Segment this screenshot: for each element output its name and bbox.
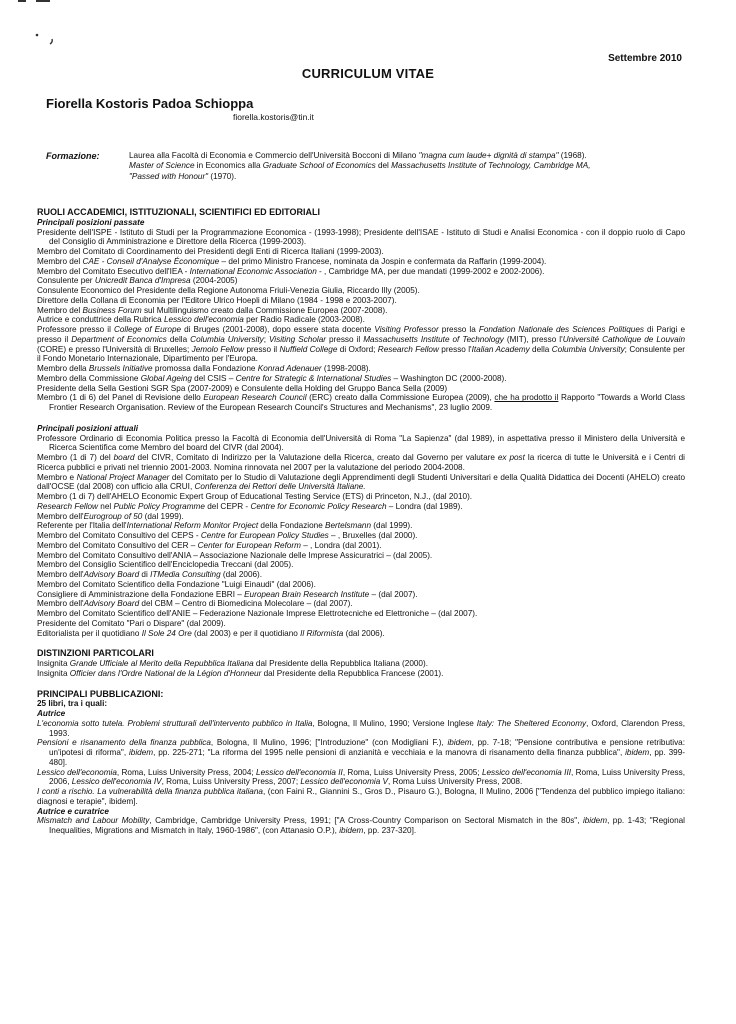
list-item: Consigliere di Amministrazione della Fondazione EBRI – European Brain Research Institute – (dal 2007). xyxy=(37,589,418,599)
person-name: Fiorella Kostoris Padoa Schioppa xyxy=(46,96,254,111)
list-item: Membro del Comitato di Coordinamento dei Presidenti degli Enti di Ricerca Italiani (1999-2003). xyxy=(37,247,384,256)
list-item: Membro (1 di 7) dell'AHELO Economic Expert Group of Educational Testing Service (ETS) di Princeton, N.J., (dal 2010). xyxy=(37,492,473,501)
list-item: Membro del Consiglio Scientifico dell'Enciclopedia Treccani (dal 2005). xyxy=(37,560,294,570)
list-item: Insignita Officier dans l'Ordre National de la Légion d'Honneur dal Presidente della Repubblica Francese (2001). xyxy=(37,668,444,678)
list-item: Membro del CAE - Conseil d'Analyse Économique – del primo Ministro Francese, nominata da Jospin e confermata da Raffarin (1999-2004). xyxy=(37,256,547,266)
subheading-autrice: Autrice xyxy=(37,709,66,718)
list-item: Research Fellow nel Public Policy Programme del CEPR - Centre for Economic Policy Research – Londra (dal 1989). xyxy=(37,501,463,511)
list-item: Membro della Brussels Initiative promossa dalla Fondazione Konrad Adenauer (1998-2008). xyxy=(37,364,371,373)
list-item: Membro (1 di 6) del Panel di Revisione dello European Research Council (ERC) creato dalla Commissione Europea (2009), che ha prodotto il Rapporto "Towards a World Class Frontier Research Organisation. Review of the European Research Council's Structures and Mechanisms", 23 luglio 2009. xyxy=(37,393,685,412)
section-heading-pubblicazioni: PRINCIPALI PUBBLICAZIONI: xyxy=(37,688,164,699)
list-item: Presidente della Sella Gestioni SGR Spa (2007-2009) e Consulente della Holding del Gruppo Banca Sella (2009) xyxy=(37,383,448,393)
cv-body xyxy=(37,208,685,836)
list-item: Membro dell'Advisory Board del CBM – Centro di Biomedicina Molecolare – (dal 2007). xyxy=(37,599,353,609)
formazione-label: Formazione: xyxy=(46,151,100,161)
section-heading-distinzioni: DISTINZIONI PARTICOLARI xyxy=(37,648,154,659)
list-item: Membro del Business Forum sul Multilinguismo creato dalla Commissione Europea (2007-2008). xyxy=(37,305,388,315)
list-item: Membro e National Project Manager del Comitato per lo Studio di Valutazione degli Apprendimenti degli Studenti Universitari e della Qualità Didattica dei Docenti (AHELO) creato dall'OCSE (dal 2008) con ufficio alla CRUI, Conferenza dei Rettori delle Università Italiane. xyxy=(37,472,685,492)
subheading-curatrice: Autrice e curatrice xyxy=(37,806,109,816)
subheading-attuali: Principali posizioni attuali xyxy=(37,423,138,433)
list-item: Professore presso il College of Europe di Bruges (2001-2008), dopo essere stata docente Visiting Professor presso la Fondation Nationale des Sciences Politiques di Parigi e presso il Department of Economics della Columbia University; Visiting Scholar presso il Massachusetts Institute of Technology (MIT), presso l'Université Catholique de Louvain (CORE) e presso l'Università di Bruxelles; Jemolo Fellow presso il Nuffield College di Oxford; Research Fellow presso l'Italian Academy della Columbia University; Consulente per il Fondo Monetario Internazionale, Dipartimento per l'Europa. xyxy=(37,325,686,364)
publications-count: 25 libri, tra i quali: xyxy=(37,699,108,709)
publication-item: L'economia sotto tutela. Problemi strutturali dell'intervento pubblico in Italia, Bologna, Il Mulino, 1990; Versione Inglese Italy: The Sheltered Economy, Oxford, Clarendon Press, 1993. xyxy=(37,718,685,738)
list-item: Editorialista per il quotidiano Il Sole 24 Ore (dal 2003) e per il quotidiano Il Riformista (dal 2006). xyxy=(37,628,385,638)
formazione-text xyxy=(129,151,685,182)
list-item: Membro del Comitato Scientifico della Fondazione "Luigi Einaudi" (dal 2006). xyxy=(37,579,316,589)
list-item: Presidente dell'ISPE - Istituto di Studi per la Programmazione Economica - (1993-1998); Presidente dell'ISAE - Istituto di Studi e Analisi Economica - con il doppio ruolo di Capo del Consiglio di Amministrazione e Direttore della Ricerca (1999-2003). xyxy=(37,227,685,247)
list-item: Membro del Comitato Consultivo del CER – Center for European Reform – , Londra (dal 2001). xyxy=(37,540,382,550)
publication-item: Pensioni e risanamento della finanza pubblica, Bologna, Il Mulino, 1996; ["Introduzione" (con Modigliani F.), ibidem, pp. 7-18; "Pensione contributiva e pensione retributiva: un'ipotesi di riforma", ibidem, pp. 225-271; "La riforma del 1995 nelle pensioni di anzianità e vecchiaia e la manovra di risanamento della finanza pubblica", ibidem, pp. 399-480]. xyxy=(37,738,686,767)
list-item: Membro del Comitato Esecutivo dell'IEA - International Economic Association - , Cambridge MA, per due mandati (1999-2002 e 2002-2006). xyxy=(37,266,545,276)
list-item: Autrice e conduttrice della Rubrica Lessico dell'economia per Radio Radicale (2003-2008). xyxy=(37,315,365,325)
publication-item: I conti a rischio. La vulnerabilità della finanza pubblica italiana, (con Faini R., Giannini S., Gros D., Pisauro G.), Bologna, Il Mulino, 2006 ["Tendenza del pubblico impiego italiano: diagnosi e terapie", ibidem]. xyxy=(37,787,685,806)
list-item: Consulente per Unicredit Banca d'Impresa (2004-2005) xyxy=(37,276,238,286)
document-title: CURRICULUM VITAE xyxy=(301,66,435,81)
list-item: Membro della Commissione Global Ageing del CSIS – Centre for Strategic & International Studies – Washington DC (2000-2008). xyxy=(37,373,507,383)
publication-item: Lessico dell'economia, Roma, Luiss University Press, 2004; Lessico dell'economia II, Roma, Luiss University Press, 2005; Lessico dell'economia III, Roma, Luiss University Press, 2006, Lessico dell'economia IV, Roma, Luiss University Press, 2007; Lessico dell'economia V, Roma Luiss University Press, 2008. xyxy=(37,767,685,787)
degree-laurea: Laurea alla Facoltà di Economia e Commercio dell'Università Bocconi di Milano "magna cum laude+ dignità di stampa" (1968). xyxy=(129,151,587,160)
publication-item: Mismatch and Labour Mobility, Cambridge, Cambridge University Press, 1991; ["A Cross-Country Comparison on Sectoral Mismatch in the 80s", ibidem, pp. 1-43; "Regional Inequalities, Migrations and Mismatch in Italy, 1960-1986", (con Attanasio O.P.), ibidem, pp. 237-320]. xyxy=(37,816,685,835)
list-item: Presidente del Comitato "Pari o Dispare" (dal 2009). xyxy=(37,618,226,628)
section-heading-ruoli: RUOLI ACCADEMICI, ISTITUZIONALI, SCIENTIFICI ED EDITORIALI xyxy=(37,207,320,217)
email-address: fiorella.kostoris@tin.it xyxy=(233,112,314,122)
list-item: Insignita Grande Ufficiale al Merito della Repubblica Italiana dal Presidente della Repubblica Italiana (2000). xyxy=(37,659,428,668)
list-item: Membro dell'Advisory Board di ITMedia Consulting (dal 2006). xyxy=(37,570,263,579)
degree-master: Master of Science in Economics alla Graduate School of Economics del Massachusetts Institute of Technology, Cambridge MA, "Passed with Honour" (1970). xyxy=(129,161,591,181)
list-item: Professore Ordinario di Economia Politica presso la Facoltà di Economia dell'Università di Roma "La Sapienza" (dal 1989), in aspettativa presso il Ministero della Università e Ricerca Scientifica come Membro del board del CIVR (dal 2004). xyxy=(37,433,685,453)
scan-artifact-marks xyxy=(34,32,58,48)
list-item: Membro del Comitato Consultivo del CEPS - Centre for European Policy Studies – , Bruxelles (dal 2000). xyxy=(37,531,418,540)
document-date: Settembre 2010 xyxy=(608,53,682,64)
list-item: Membro del Comitato Consultivo dell'ANIA – Associazione Nazionale delle Imprese Assicuratrici – (dal 2005). xyxy=(37,550,433,560)
list-item: Consulente Economico del Presidente della Regione Autonoma Friuli-Venezia Giulia, Riccardo Illy (2005). xyxy=(37,286,420,295)
list-item: Membro dell'Eurogroup of 50 (dal 1999). xyxy=(37,511,184,521)
list-item: Membro del Comitato Scientifico dell'ANIE – Federazione Nazionale Imprese Elettrotecniche ed Elettroniche – (dal 2007). xyxy=(37,609,478,618)
list-item: Membro (1 di 7) del board del CIVR, Comitato di Indirizzo per la Valutazione della Ricerca, creato dal Governo per valutare ex post la ricerca di tutte le Università e i Centri di Ricerca pubblici e privati nel triennio 2001-2003. Nomina rinnovata nel 2007 per la valutazione del periodo 2004-2008. xyxy=(37,453,685,472)
list-item: Referente per l'Italia dell'International Reform Monitor Project della Fondazione Bertelsmann (dal 1999). xyxy=(37,521,413,531)
subheading-passate: Principali posizioni passate xyxy=(37,217,145,227)
scan-artifact-top xyxy=(0,0,70,6)
list-item: Direttore della Collana di Economia per l'Editore Ulrico Hoepli di Milano (1984 - 1998 e 2003-2007). xyxy=(37,295,397,305)
